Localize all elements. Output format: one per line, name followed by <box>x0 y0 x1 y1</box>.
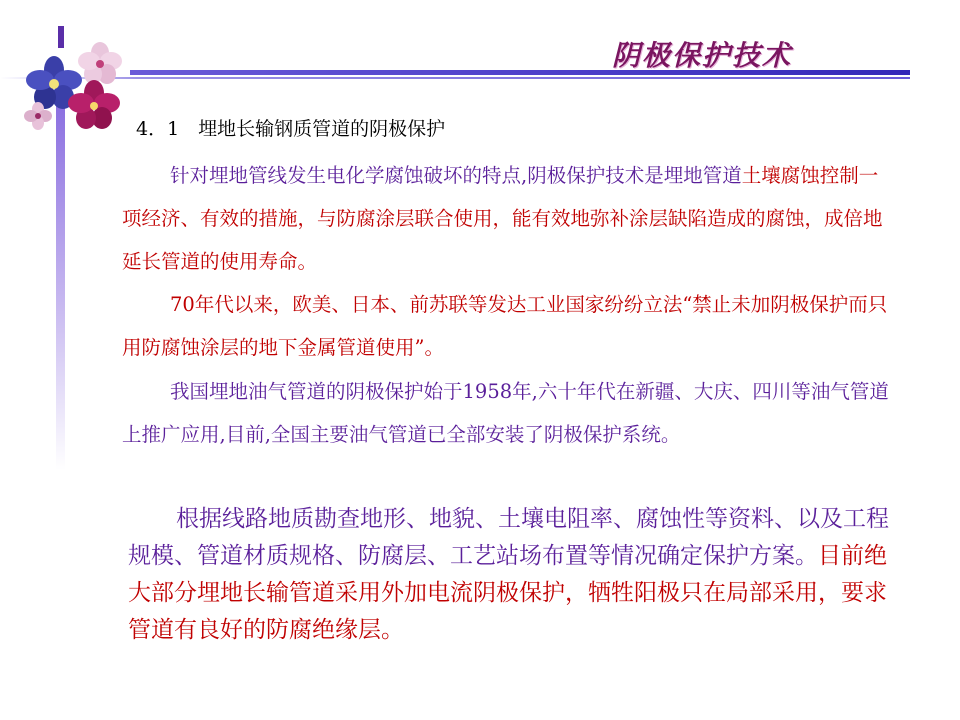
header-rule-thin <box>0 77 910 79</box>
paragraph-4-lead: 根据线路地质勘查地形、地貌、土壤电阻率、腐蚀性等资料、以及工程规模、管道材质规格、防腐层、工艺站场布置等情况确定保护方案。 <box>128 506 889 569</box>
accent-bar-vertical <box>56 100 65 470</box>
paragraph-cathodic-protection-intro <box>122 154 892 283</box>
pink-flower-top <box>78 42 122 84</box>
paragraph-protection-plan <box>128 501 898 649</box>
paragraph-4-rest: 目前绝大部分埋地长输管道采用外加电流阴极保护，牺牲阳极只在局部采用，要求管道有良好的防腐绝缘层。 <box>128 543 887 643</box>
paragraph-china-history: 我国埋地油气管道的阴极保护始于1958年,六十年代在新疆、大庆、四川等油气管道上推广应用,目前,全国主要油气管道已全部安装了阴极保护系统。 <box>122 380 889 446</box>
section-heading: 4．1 埋地长输钢质管道的阴极保护 <box>136 118 446 140</box>
paragraph-1-lead: 针对埋地管线发生电化学腐蚀破坏的特点,阴极保护技术是埋地管道 <box>170 164 742 187</box>
flower-decoration-icon <box>20 40 130 132</box>
header-rule <box>130 70 910 75</box>
paragraph-legislation: 70年代以来，欧美、日本、前苏联等发达工业国家纷纷立法“禁止未加阴极保护而只用防腐蚀涂层的地下金属管道使用”。 <box>122 293 888 359</box>
page-title: 阴极保护技术 <box>612 39 793 72</box>
paragraph-1-rest: 土壤腐蚀控制一项经济、有效的措施，与防腐涂层联合使用，能有效地弥补涂层缺陷造成的腐蚀，成倍地延长管道的使用寿命。 <box>122 164 883 273</box>
